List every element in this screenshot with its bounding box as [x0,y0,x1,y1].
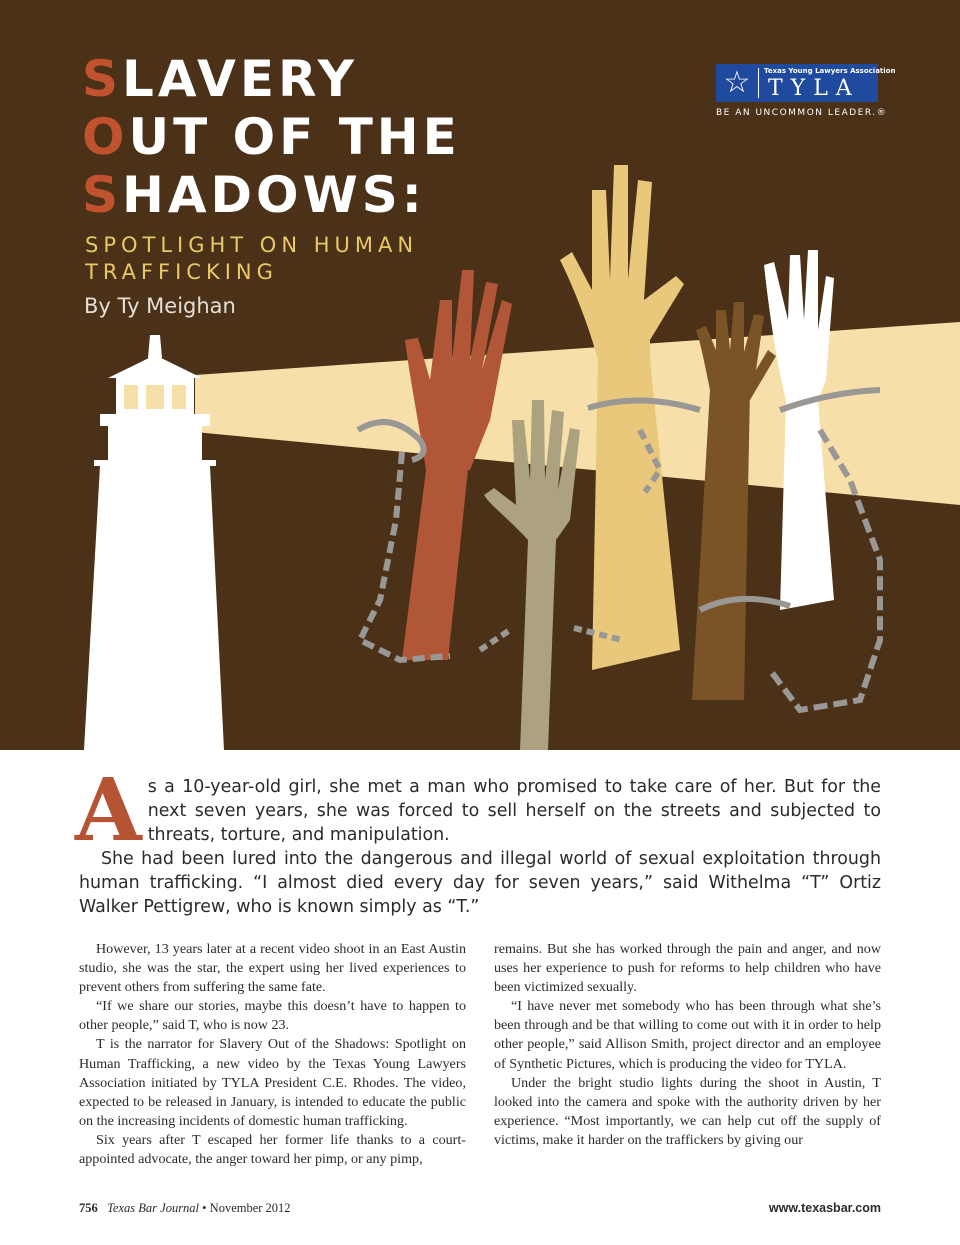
lede-paragraph: She had been lured into the dangerous and illegal world of sexual exploitation through human trafficking. “I almost died every day for seven years,” said Withelma “T” Ortiz Walker Pettigrew, who is known simply as “T.” [79,849,881,917]
logo-divider [758,68,759,98]
title-text: LAVERY [122,50,359,108]
title-cap: S [82,50,123,108]
body-paragraph: remains. But she has worked through the pain and anger, and now uses her experience to push for reforms to help children who have been victimized sexually. [494,941,881,996]
body-paragraph: “I have never met somebody who has been through what she’s been through and be that willing to come out with it in order to help other people,” said Allison Smith, project director and an employee of Synthetic Pictures, which is producing the video for TYLA. [494,998,881,1072]
title-cap: S [82,166,123,224]
body-column-left [79,940,466,1169]
issue-date: November 2012 [209,1201,291,1215]
body-paragraph: Under the bright studio lights during the shoot in Austin, T looked into the camera and spoke with the authority driven by her experience. “Most importantly, we can help cut off the supply of victims, make it harder on the traffickers by giving our [494,1074,881,1148]
title-text: UT OF THE [128,108,461,166]
body-paragraph: However, 13 years later at a recent video shoot in an East Austin studio, she was the star, the expert using her lived experiences to prevent others from suffering the same fate. [79,941,466,996]
byline: By Ty Meighan [84,294,236,318]
lede-text: s a 10-year-old girl, she met a man who promised to take care of her. But for the next seven years, she was forced to sell herself on the streets and subjected to threats, torture, and manipulation. [147,777,881,845]
star-icon: ☆ [723,65,751,100]
body-paragraph: T is the narrator for Slavery Out of the Shadows: Spotlight on Human Trafficking, a new video by the Texas Young Lawyers Association initiated by TYLA President C.E. Rhodes. The video, expected to be released in January, is intended to educate the public on the increasing incidents of domestic human trafficking. [79,1036,466,1129]
tyla-logo [716,64,896,102]
body-column-right [494,940,881,1150]
hand-red [402,270,512,660]
body-paragraph: Six years after T escaped her former life thanks to a court-appointed advocate, the anger toward her pimp, or any pimp, [79,1131,466,1168]
subtitle-line: TRAFFICKING [85,260,278,284]
article-body [79,940,881,1175]
footer-url[interactable]: www.texasbar.com [768,1201,881,1215]
logo-tagline: BE AN UNCOMMON LEADER.® [716,108,888,118]
body-paragraph: “If we share our stories, maybe this doesn’t have to happen to other people,” said T, who is now 23. [79,998,466,1034]
page-number: 756 [79,1201,98,1215]
hand-brown [692,302,776,700]
title-text: HADOWS: [122,166,426,224]
article-subtitle [85,232,418,286]
journal-name: Texas Bar Journal [107,1201,200,1215]
article-title [82,50,461,224]
drop-cap: A [75,760,142,861]
article-lede [75,760,881,919]
logo-association: Texas Young Lawyers Association [764,67,896,75]
subtitle-line: SPOTLIGHT ON HUMAN [85,233,419,257]
logo-name: TYLA [768,76,860,101]
title-cap: O [82,108,129,166]
lede-paragraph [75,760,881,861]
footer-bullet: • [202,1201,207,1215]
page-footer [79,1201,881,1216]
